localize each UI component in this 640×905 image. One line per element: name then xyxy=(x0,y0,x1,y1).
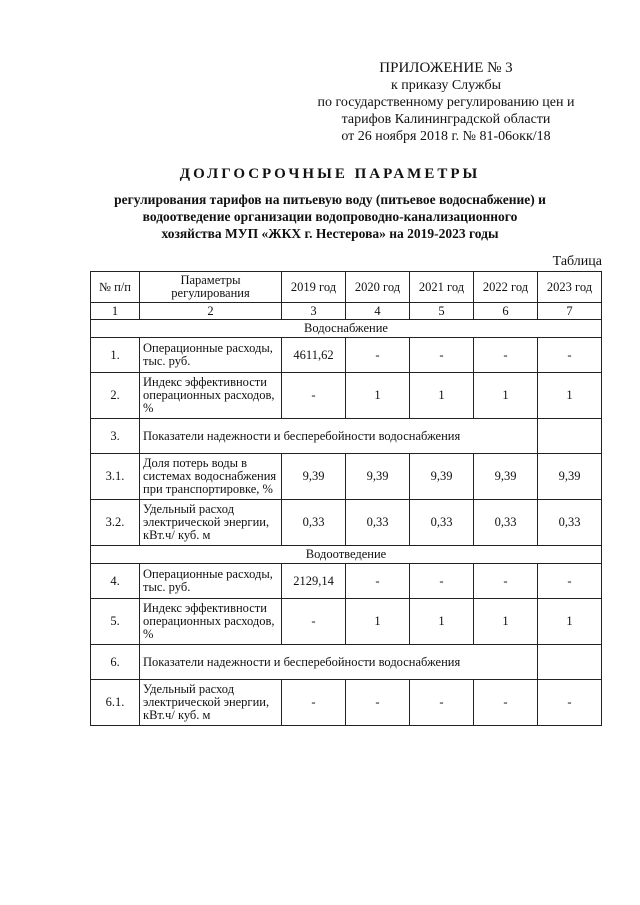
row-num: 3.2. xyxy=(91,500,140,546)
row-num: 4. xyxy=(91,564,140,599)
appendix-date: от 26 ноября 2018 г. № 81-06окк/18 xyxy=(341,129,551,144)
row-param: Удельный расход электрической энергии, кВт.ч/ куб. м xyxy=(140,680,282,726)
row-value: - xyxy=(474,680,538,726)
row-value: - xyxy=(538,338,602,373)
header-year: 2019 год xyxy=(282,272,346,303)
row-value: - xyxy=(346,680,410,726)
section-row-sewage xyxy=(91,546,602,564)
index-cell: 7 xyxy=(538,303,602,320)
row-num: 2. xyxy=(91,373,140,419)
row-num: 1. xyxy=(91,338,140,373)
subtitle-line: регулирования тарифов на питьевую воду (питьевое водоснабжение) и xyxy=(114,192,546,207)
row-value: - xyxy=(410,680,474,726)
appendix-block xyxy=(296,60,596,145)
row-num: 6. xyxy=(91,645,140,680)
row-value: - xyxy=(410,338,474,373)
title-block xyxy=(60,166,600,242)
row-value: 0,33 xyxy=(410,500,474,546)
row-value: - xyxy=(282,680,346,726)
row-value: - xyxy=(538,564,602,599)
row-param: Операционные расходы, тыс. руб. xyxy=(140,338,282,373)
row-value: - xyxy=(346,338,410,373)
header-param: Параметры регулирования xyxy=(140,272,282,303)
index-cell: 4 xyxy=(346,303,410,320)
row-param: Операционные расходы, тыс. руб. xyxy=(140,564,282,599)
table-row xyxy=(91,419,602,454)
row-value: 2129,14 xyxy=(282,564,346,599)
row-value: 9,39 xyxy=(410,454,474,500)
row-param: Удельный расход электрической энергии, кВт.ч/ куб. м xyxy=(140,500,282,546)
row-value: 0,33 xyxy=(282,500,346,546)
section-row-water xyxy=(91,320,602,338)
row-value: 1 xyxy=(538,599,602,645)
parameters-table xyxy=(90,271,602,726)
row-value: 0,33 xyxy=(474,500,538,546)
row-value: - xyxy=(346,564,410,599)
table-index-row xyxy=(91,303,602,320)
table-row xyxy=(91,645,602,680)
row-param: Доля потерь воды в системах водоснабжения при транспортировке, % xyxy=(140,454,282,500)
index-cell: 3 xyxy=(282,303,346,320)
table-row xyxy=(91,599,602,645)
empty-cell xyxy=(538,419,602,454)
row-value: 1 xyxy=(538,373,602,419)
subtitle-line: водоотведение организации водопроводно-канализационного xyxy=(142,209,518,224)
section-title: Водоотведение xyxy=(91,546,602,564)
row-value: - xyxy=(474,564,538,599)
row-value: - xyxy=(410,564,474,599)
page-title: ДОЛГОСРОЧНЫЕ ПАРАМЕТРЫ xyxy=(179,166,481,182)
empty-cell xyxy=(538,645,602,680)
row-value: 9,39 xyxy=(346,454,410,500)
table-header-row xyxy=(91,272,602,303)
subtitle-line: хозяйства МУП «ЖКХ г. Нестерова» на 2019-2023 годы xyxy=(161,226,499,241)
index-cell: 1 xyxy=(91,303,140,320)
table-row xyxy=(91,373,602,419)
row-value: - xyxy=(474,338,538,373)
header-num: № п/п xyxy=(91,272,140,303)
row-param: Показатели надежности и бесперебойности водоснабжения xyxy=(140,645,538,680)
page-subtitle xyxy=(60,191,600,242)
row-value: 1 xyxy=(346,373,410,419)
header-year: 2020 год xyxy=(346,272,410,303)
header-year: 2022 год xyxy=(474,272,538,303)
row-param: Показатели надежности и бесперебойности водоснабжения xyxy=(140,419,538,454)
index-cell: 6 xyxy=(474,303,538,320)
row-value: 9,39 xyxy=(282,454,346,500)
row-param: Индекс эффективности операционных расходов, % xyxy=(140,373,282,419)
section-title: Водоснабжение xyxy=(91,320,602,338)
row-param: Индекс эффективности операционных расходов, % xyxy=(140,599,282,645)
row-value: - xyxy=(282,373,346,419)
table-row xyxy=(91,680,602,726)
row-value: 1 xyxy=(410,373,474,419)
appendix-ref: тарифов Калининградской области xyxy=(341,112,551,127)
index-cell: 2 xyxy=(140,303,282,320)
row-value: - xyxy=(282,599,346,645)
row-value: 4611,62 xyxy=(282,338,346,373)
row-value: 1 xyxy=(410,599,474,645)
appendix-ref: к приказу Службы xyxy=(391,78,501,93)
row-num: 3.1. xyxy=(91,454,140,500)
appendix-number: ПРИЛОЖЕНИЕ № 3 xyxy=(379,60,513,76)
header-year: 2021 год xyxy=(410,272,474,303)
index-cell: 5 xyxy=(410,303,474,320)
table-row xyxy=(91,454,602,500)
table-row xyxy=(91,564,602,599)
table-row xyxy=(91,338,602,373)
header-year: 2023 год xyxy=(538,272,602,303)
table-label: Таблица xyxy=(552,254,602,269)
row-value: - xyxy=(538,680,602,726)
row-value: 1 xyxy=(474,599,538,645)
row-value: 1 xyxy=(474,373,538,419)
table-row xyxy=(91,500,602,546)
row-num: 5. xyxy=(91,599,140,645)
row-num: 3. xyxy=(91,419,140,454)
row-value: 9,39 xyxy=(538,454,602,500)
row-value: 0,33 xyxy=(538,500,602,546)
appendix-ref: по государственному регулированию цен и xyxy=(317,95,575,110)
row-num: 6.1. xyxy=(91,680,140,726)
row-value: 9,39 xyxy=(474,454,538,500)
row-value: 1 xyxy=(346,599,410,645)
row-value: 0,33 xyxy=(346,500,410,546)
